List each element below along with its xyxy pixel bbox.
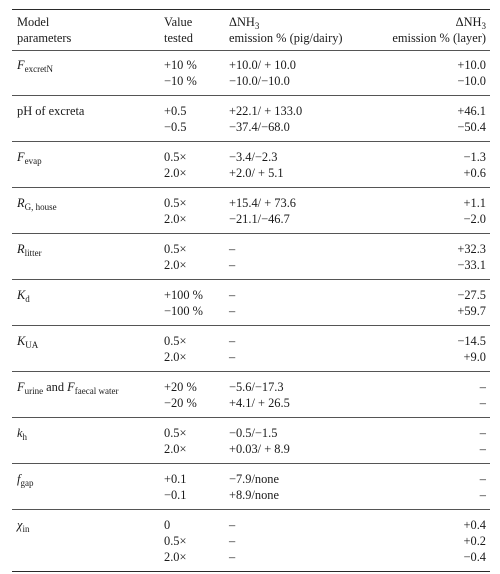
pig-dairy-cell: −7.9/none [229,472,280,486]
pig-dairy-cell: +2.0/ + 5.1 [229,166,284,180]
value-tested-cell: +0.5 [164,104,187,118]
header-pig-dairy-subscript: 3 [254,21,260,31]
parameter-symbol: F [17,380,25,394]
layer-cell: +59.7 [457,304,486,318]
layer-cell: – [479,472,486,486]
value-tested-cell: 0.5× [164,334,187,348]
row-rule [12,325,490,326]
pig-dairy-cell: −0.5/−1.5 [229,426,278,440]
pig-dairy-cell: – [229,242,236,256]
header-layer-subscript: 3 [481,21,486,31]
parameter-name [17,287,30,304]
top-rule [12,9,490,10]
row-rule [12,187,490,188]
header-pig-dairy-line1 [229,14,259,31]
value-tested-cell: −0.5 [164,120,187,134]
row-rule [12,463,490,464]
parameter-symbol: R [17,196,25,210]
layer-cell: – [479,396,486,410]
header-layer-delta: ΔNH [455,15,482,29]
row-rule [12,509,490,510]
value-tested-cell: −10 % [164,74,197,88]
parameter-subscript: urine [24,386,44,396]
pig-dairy-cell: – [229,258,236,272]
row-rule [12,371,490,372]
parameter-subscript: h [22,432,27,442]
parameter-name [17,333,38,350]
pig-dairy-cell: +8.9/none [229,488,280,502]
row-rule [12,233,490,234]
value-tested-cell: 0.5× [164,242,187,256]
value-tested-cell: 0 [164,518,171,532]
layer-cell: +0.2 [463,534,486,548]
value-tested-cell: 2.0× [164,166,187,180]
value-tested-cell: 2.0× [164,350,187,364]
layer-cell: −27.5 [457,288,486,302]
parameter-symbol: K [17,288,26,302]
header-layer-line2: emission % (layer) [392,31,486,45]
row-rule [12,417,490,418]
parameter-symbol: K [17,334,26,348]
parameter-subscript: in [22,524,30,534]
header-rule [12,50,490,51]
value-tested-cell: +10 % [164,58,197,72]
header-layer-line1 [456,14,486,31]
parameter-name [17,379,118,396]
header-model-line1: Model [17,15,50,29]
pig-dairy-cell: – [229,304,236,318]
value-tested-cell: +20 % [164,380,197,394]
parameter-name [17,425,27,442]
value-tested-cell: 2.0× [164,258,187,272]
parameter-symbol: χ [17,518,23,532]
parameter-subscript: UA [25,340,39,350]
parameter-subscript: evap [24,156,42,166]
value-tested-cell: −0.1 [164,488,187,502]
bottom-rule [12,571,490,572]
parameter-symbol: F [17,150,25,164]
parameter-name [17,57,53,74]
parameter-subscript: gap [20,478,34,488]
pig-dairy-cell: +10.0/ + 10.0 [229,58,296,72]
value-tested-cell: 2.0× [164,550,187,564]
pig-dairy-cell: – [229,534,236,548]
layer-cell: +46.1 [457,104,486,118]
pig-dairy-cell: −3.4/−2.3 [229,150,278,164]
layer-cell: – [479,488,486,502]
value-tested-cell: 0.5× [164,196,187,210]
layer-cell: −10.0 [457,74,486,88]
layer-cell: +32.3 [457,242,486,256]
parameter-subscript: G, house [24,202,57,212]
pig-dairy-cell: −21.1/−46.7 [229,212,290,226]
layer-cell: −1.3 [463,150,486,164]
row-rule [12,141,490,142]
layer-cell: −50.4 [457,120,486,134]
header-value-line2: tested [164,31,193,45]
header-pig-dairy-delta: ΔNH [229,15,255,29]
parameter-subscript: d [25,294,30,304]
header-model-line2: parameters [17,31,72,45]
pig-dairy-cell: – [229,518,236,532]
value-tested-cell: 2.0× [164,442,187,456]
parameter-name [17,241,42,258]
layer-cell: −0.4 [463,550,486,564]
pig-dairy-cell: +22.1/ + 133.0 [229,104,303,118]
pig-dairy-cell: −10.0/−10.0 [229,74,290,88]
value-tested-cell: 2.0× [164,212,187,226]
layer-cell: – [479,442,486,456]
row-rule [12,95,490,96]
layer-cell: +1.1 [463,196,486,210]
parameter-name [17,149,42,166]
parameter-symbol: F [67,380,75,394]
pig-dairy-cell: – [229,288,236,302]
row-rule [12,279,490,280]
layer-cell: +0.6 [463,166,486,180]
pig-dairy-cell: – [229,350,236,364]
header-value-line1: Value [164,15,193,29]
parameter-subscript: excretN [24,64,54,74]
value-tested-cell: 0.5× [164,426,187,440]
parameter-connector: and [43,380,68,394]
pig-dairy-cell: −37.4/−68.0 [229,120,290,134]
parameter-subscript: faecal water [74,386,119,396]
layer-cell: – [479,380,486,394]
parameter-subscript: litter [24,248,42,258]
parameter-symbol: R [17,242,25,256]
parameter-name [17,471,33,488]
layer-cell: +9.0 [463,350,486,364]
layer-cell: +0.4 [463,518,486,532]
pig-dairy-cell: – [229,550,236,564]
layer-cell: −2.0 [463,212,486,226]
value-tested-cell: −100 % [164,304,203,318]
header-pig-dairy-line2: emission % (pig/dairy) [229,31,343,45]
layer-cell: +10.0 [457,58,486,72]
value-tested-cell: +100 % [164,288,203,302]
parameter-symbol: k [17,426,23,440]
value-tested-cell: 0.5× [164,150,187,164]
parameter-name [17,517,29,534]
pig-dairy-cell: – [229,334,236,348]
parameter-symbol: F [17,58,25,72]
layer-cell: −33.1 [457,258,486,272]
parameter-symbol: f [17,472,21,486]
value-tested-cell: 0.5× [164,534,187,548]
parameter-name [17,195,57,212]
layer-cell: −14.5 [457,334,486,348]
pig-dairy-cell: +4.1/ + 26.5 [229,396,290,410]
pig-dairy-cell: +0.03/ + 8.9 [229,442,290,456]
pig-dairy-cell: +15.4/ + 73.6 [229,196,296,210]
parameter-name: pH of excreta [17,104,85,118]
value-tested-cell: −20 % [164,396,197,410]
pig-dairy-cell: −5.6/−17.3 [229,380,284,394]
value-tested-cell: +0.1 [164,472,187,486]
layer-cell: – [479,426,486,440]
